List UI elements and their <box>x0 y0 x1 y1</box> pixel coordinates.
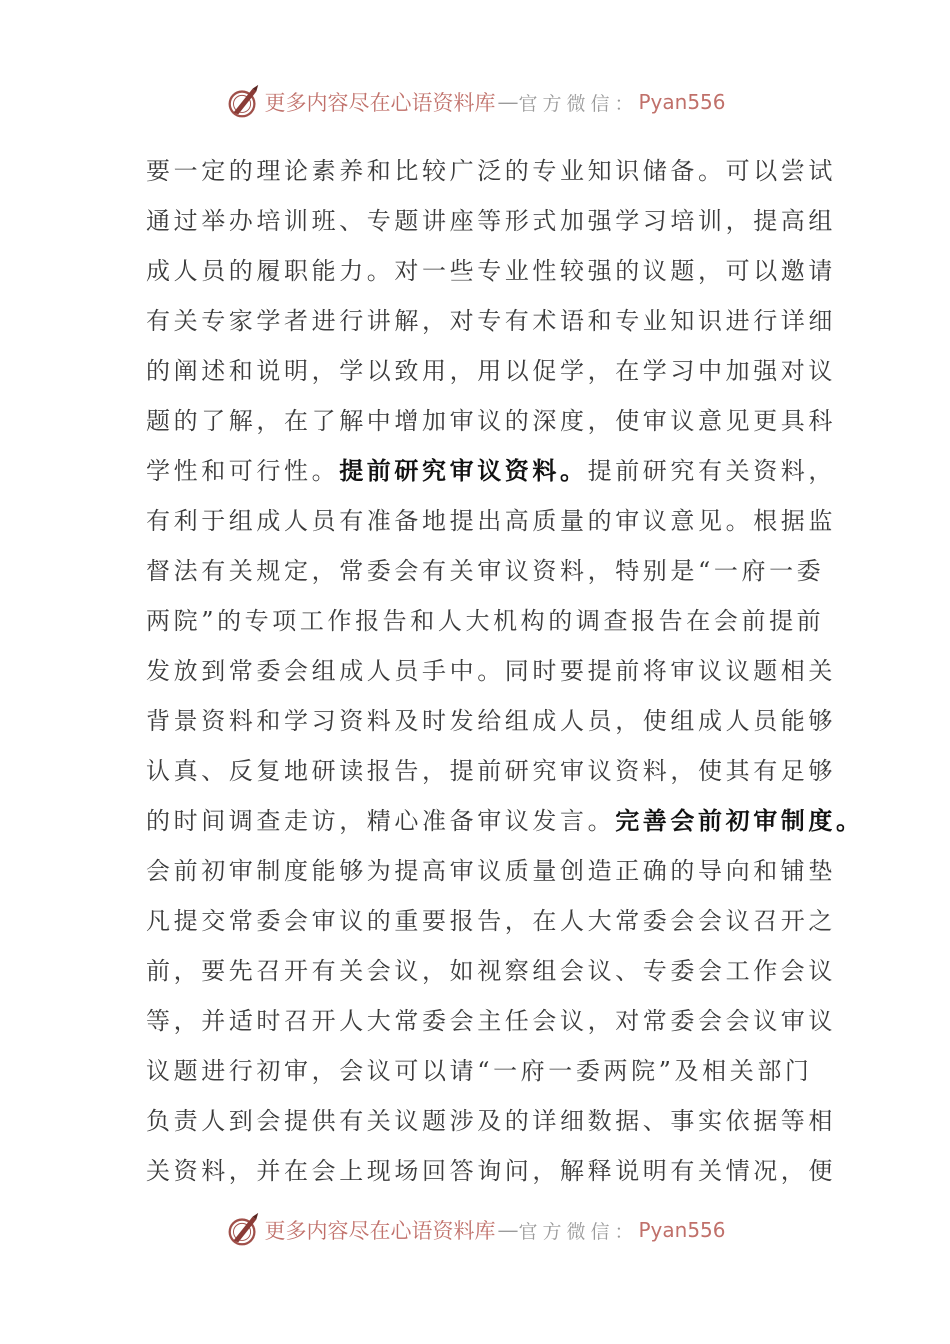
text-line: 认真、反复地研读报告，提前研究审议资料，使其有足够 <box>146 757 836 785</box>
text-line: 督法有关规定，常委会有关审议资料，特别是“一府一委 <box>146 557 825 585</box>
section-heading: 提前研究审议资料。 <box>339 456 588 485</box>
text-line: 议题进行初审，会议可以请“一府一委两院”及相关部门 <box>146 1057 813 1085</box>
text-line: 两院”的专项工作报告和人大机构的调查报告在会前提前 <box>146 607 825 635</box>
text-line: 会前初审制度能够为提高审议质量创造正确的导向和铺垫 <box>146 857 836 885</box>
watermark-wechat-label: 官方微信： <box>518 1220 639 1243</box>
text-line: 等，并适时召开人大常委会主任会议，对常委会会议审议 <box>146 1007 836 1035</box>
header-watermark <box>0 82 950 122</box>
watermark-separator: — <box>497 90 519 114</box>
section-heading: 完善会前初审制度。 <box>615 806 864 835</box>
watermark-wechat-id: Pyan556 <box>638 90 726 114</box>
text-line: 通过举办培训班、专题讲座等形式加强学习培训，提高组 <box>146 207 836 235</box>
footer-watermark <box>0 1210 950 1250</box>
text-line: 前，要先召开有关会议，如视察组会议、专委会工作会议 <box>146 957 836 985</box>
text-line: 要一定的理论素养和比较广泛的专业知识储备。可以尝试 <box>146 157 836 185</box>
text-line: 的时间调查走访，精心准备审议发言。完善会前初审制度。 <box>146 806 864 835</box>
document-body <box>146 146 864 1196</box>
text-line: 的阐述和说明，学以致用，用以促学，在学习中加强对议 <box>146 357 836 385</box>
text-line: 发放到常委会组成人员手中。同时要提前将审议议题相关 <box>146 657 836 685</box>
text-line: 负责人到会提供有关议题涉及的详细数据、事实依据等相 <box>146 1107 836 1135</box>
watermark-wechat-id: Pyan556 <box>638 1218 726 1242</box>
quill-seal-icon <box>224 1211 262 1249</box>
text-line: 凡提交常委会审议的重要报告，在人大常委会会议召开之 <box>146 907 836 935</box>
watermark-brand: 更多内容尽在心语资料库 <box>264 1219 496 1243</box>
text-line: 有利于组成人员有准备地提出高质量的审议意见。根据监 <box>146 507 836 535</box>
watermark-wechat-label: 官方微信： <box>518 92 639 115</box>
quill-seal-icon <box>224 83 262 121</box>
watermark-separator: — <box>497 1218 519 1242</box>
text-line: 题的了解，在了解中增加审议的深度，使审议意见更具科 <box>146 407 836 435</box>
text-line: 背景资料和学习资料及时发给组成人员，使组成人员能够 <box>146 707 836 735</box>
text-line: 成人员的履职能力。对一些专业性较强的议题，可以邀请 <box>146 257 836 285</box>
text-line: 学性和可行性。提前研究审议资料。提前研究有关资料， <box>146 456 837 485</box>
text-line: 关资料，并在会上现场回答询问，解释说明有关情况，便 <box>146 1157 836 1185</box>
watermark-brand: 更多内容尽在心语资料库 <box>264 91 496 115</box>
text-line: 有关专家学者进行讲解，对专有术语和专业知识进行详细 <box>146 307 836 335</box>
